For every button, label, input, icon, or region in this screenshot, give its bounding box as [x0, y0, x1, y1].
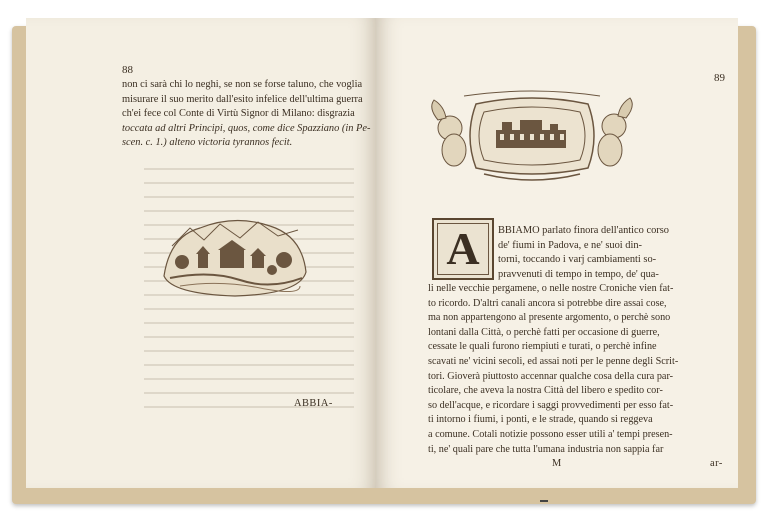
right-text-line: a comune. Cotali notizie possono esser utili a' tempi presen-	[428, 428, 673, 440]
left-text-line: misurare il suo merito dall'esito infelice dell'ultima guerra	[122, 93, 363, 105]
left-page-number: 88	[122, 64, 133, 76]
right-catchword: ar-	[710, 458, 723, 469]
right-text-line: ma non appartengono al presente argomento, o perchè sono	[428, 312, 671, 324]
right-text-line: lontani dalla Città, o perchè fatti per occasione di guerre,	[428, 326, 660, 338]
right-text-line: so dell'acque, e ricordare i saggi provvedimenti per esso fat-	[428, 399, 674, 411]
left-text-line: scen. c. 1.) alteno victoria tyrannos fecit.	[122, 137, 293, 149]
signature-mark: M	[552, 458, 562, 469]
left-text-line: non ci sarà chi lo neghi, se non se forse taluno, che voglia	[122, 79, 363, 90]
right-text-line: ti, ne' quali pare che tutta l'umana industria non sappia far	[428, 443, 664, 455]
right-text-line: ti intorno i fiumi, i ponti, e le strade, quando si reggeva	[428, 414, 653, 426]
stray-mark	[540, 500, 548, 502]
right-text-indented	[498, 224, 669, 282]
right-text-block	[428, 282, 678, 457]
right-text-line: de' fiumi in Padova, e ne' suoi din-	[498, 239, 642, 251]
right-page-number: 89	[714, 72, 725, 84]
initial-letter: A	[446, 223, 480, 274]
left-text-line: toccata ad altri Principi, quos, come dice Spazziano (in Pe-	[122, 122, 371, 134]
left-catchword: ABBIA-	[294, 398, 333, 409]
landscape-vignette-engraving	[160, 206, 310, 298]
right-text-line: ticolare, che aveva la nostra Città del libero e spedito cor-	[428, 385, 663, 397]
right-text-line: tori. Gioverà piuttosto accennar qualche cosa della cura par-	[428, 370, 674, 382]
right-text-line: to ricordo. D'altri canali ancora si potrebbe dire assai cose,	[428, 297, 667, 309]
left-text-line: ch'ei fece col Conte di Virtù Signor di Milano: disgrazia	[122, 108, 355, 120]
right-text-line: cessate le quali furono riempiuti e turati, o perchè infine	[428, 341, 657, 353]
right-page	[376, 18, 738, 488]
right-text-line: pravvenuti di tempo in tempo, de' qua-	[498, 268, 659, 280]
left-page	[26, 18, 376, 488]
decorated-initial	[432, 218, 494, 280]
right-text-line: li nelle vecchie pergamene, o nelle nostre Croniche vien fat-	[428, 283, 674, 294]
right-text-line: torni, toccando i varj cambiamenti so-	[498, 254, 657, 266]
cherubs-cartouche-engraving	[424, 90, 640, 182]
left-text-block	[122, 78, 370, 151]
open-book	[8, 8, 760, 504]
right-text-line: scavati ne' vicini secoli, ed assai noti per le penne degli Scrit-	[428, 355, 679, 367]
right-text-line: BBIAMO parlato finora dell'antico corso	[498, 225, 669, 236]
